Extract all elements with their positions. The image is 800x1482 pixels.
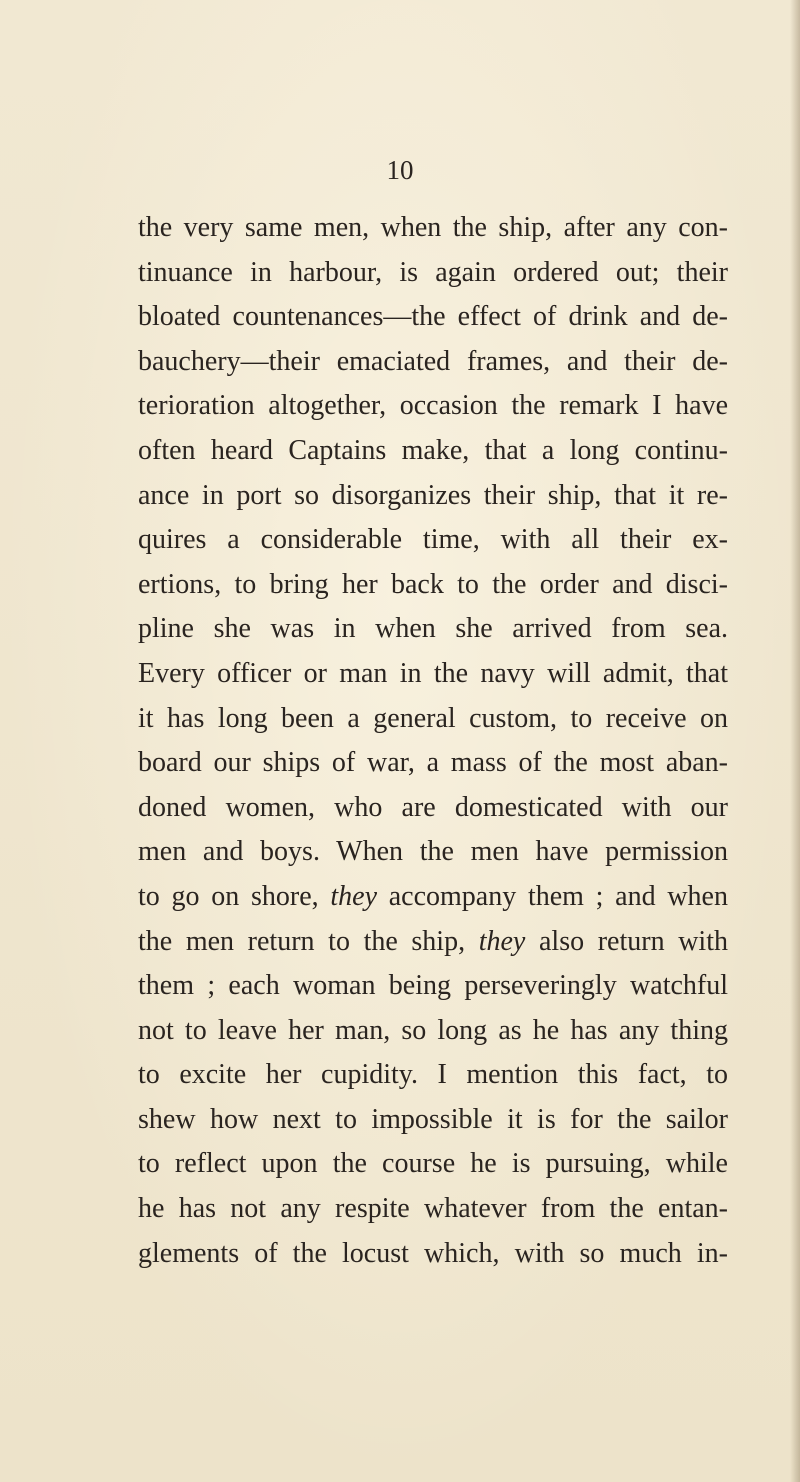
page-number: 10 [386, 155, 414, 185]
text-segment: to reflect upon the course he is pursuing, while [138, 1148, 728, 1180]
text-line [138, 1098, 728, 1143]
text-segment: quires a considerable time, with all their ex- [138, 524, 728, 556]
text-segment: to go on shore, [138, 880, 331, 912]
text-segment: Every officer or man in the navy will admit, that [138, 657, 728, 689]
text-segment: the very same men, when the ship, after any con- [138, 212, 728, 243]
text-segment: terioration altogether, occasion the remark I have [138, 390, 728, 422]
text-segment: he has not any respite whatever from the entan- [138, 1193, 728, 1225]
text-segment: glements of the locust which, with so much in- [138, 1237, 728, 1269]
text-segment: board our ships of war, a mass of the most aban- [138, 747, 728, 779]
text-segment: shew how next to impossible it is for the sailor [138, 1103, 728, 1135]
text-line [138, 1142, 728, 1187]
text-line [138, 964, 728, 1009]
text-line [138, 340, 728, 385]
text-line [138, 518, 728, 563]
text-segment: ertions, to bring her back to the order and disci- [138, 568, 728, 600]
text-segment: men and boys. When the men have permission [138, 836, 728, 868]
text-line [138, 1009, 728, 1054]
text-segment: to excite her cupidity. I mention this fact, to [138, 1059, 728, 1091]
text-segment: not to leave her man, so long as he has any thing [138, 1014, 728, 1046]
text-line [138, 474, 728, 519]
italic-word: they [478, 925, 526, 957]
text-segment: often heard Captains make, that a long continu- [138, 434, 728, 466]
text-segment: accompany them ; and when [377, 880, 728, 912]
text-segment: bauchery—their emaciated frames, and their de- [138, 345, 728, 377]
text-line [138, 1053, 728, 1098]
text-line [138, 1187, 728, 1232]
text-line [138, 920, 728, 965]
body-text [138, 206, 728, 1276]
text-segment: them ; each woman being perseveringly watchful [138, 970, 728, 1002]
text-line [138, 206, 728, 251]
text-segment: it has long been a general custom, to receive on [138, 702, 728, 734]
text-line [138, 429, 728, 474]
text-line [138, 652, 728, 697]
text-segment: also return with [525, 925, 728, 957]
text-line [138, 384, 728, 429]
text-segment: pline she was in when she arrived from sea. [138, 613, 728, 645]
text-line [138, 697, 728, 742]
text-segment: tinuance in harbour, is again ordered out; their [138, 256, 728, 288]
text-segment: ance in port so disorganizes their ship, that it re- [138, 479, 728, 511]
text-line [138, 786, 728, 831]
text-line [138, 607, 728, 652]
text-segment: doned women, who are domesticated with our [138, 791, 728, 823]
text-line [138, 563, 728, 608]
text-line [138, 830, 728, 875]
text-line [138, 251, 728, 296]
text-segment: the men return to the ship, [138, 925, 479, 957]
italic-word: they [330, 880, 377, 912]
text-line [138, 741, 728, 786]
text-segment: bloated countenances—the effect of drink and de- [138, 301, 728, 333]
text-line [138, 295, 728, 340]
text-line [138, 875, 728, 920]
text-line [138, 1232, 728, 1277]
page-edge-shadow [790, 0, 800, 1482]
